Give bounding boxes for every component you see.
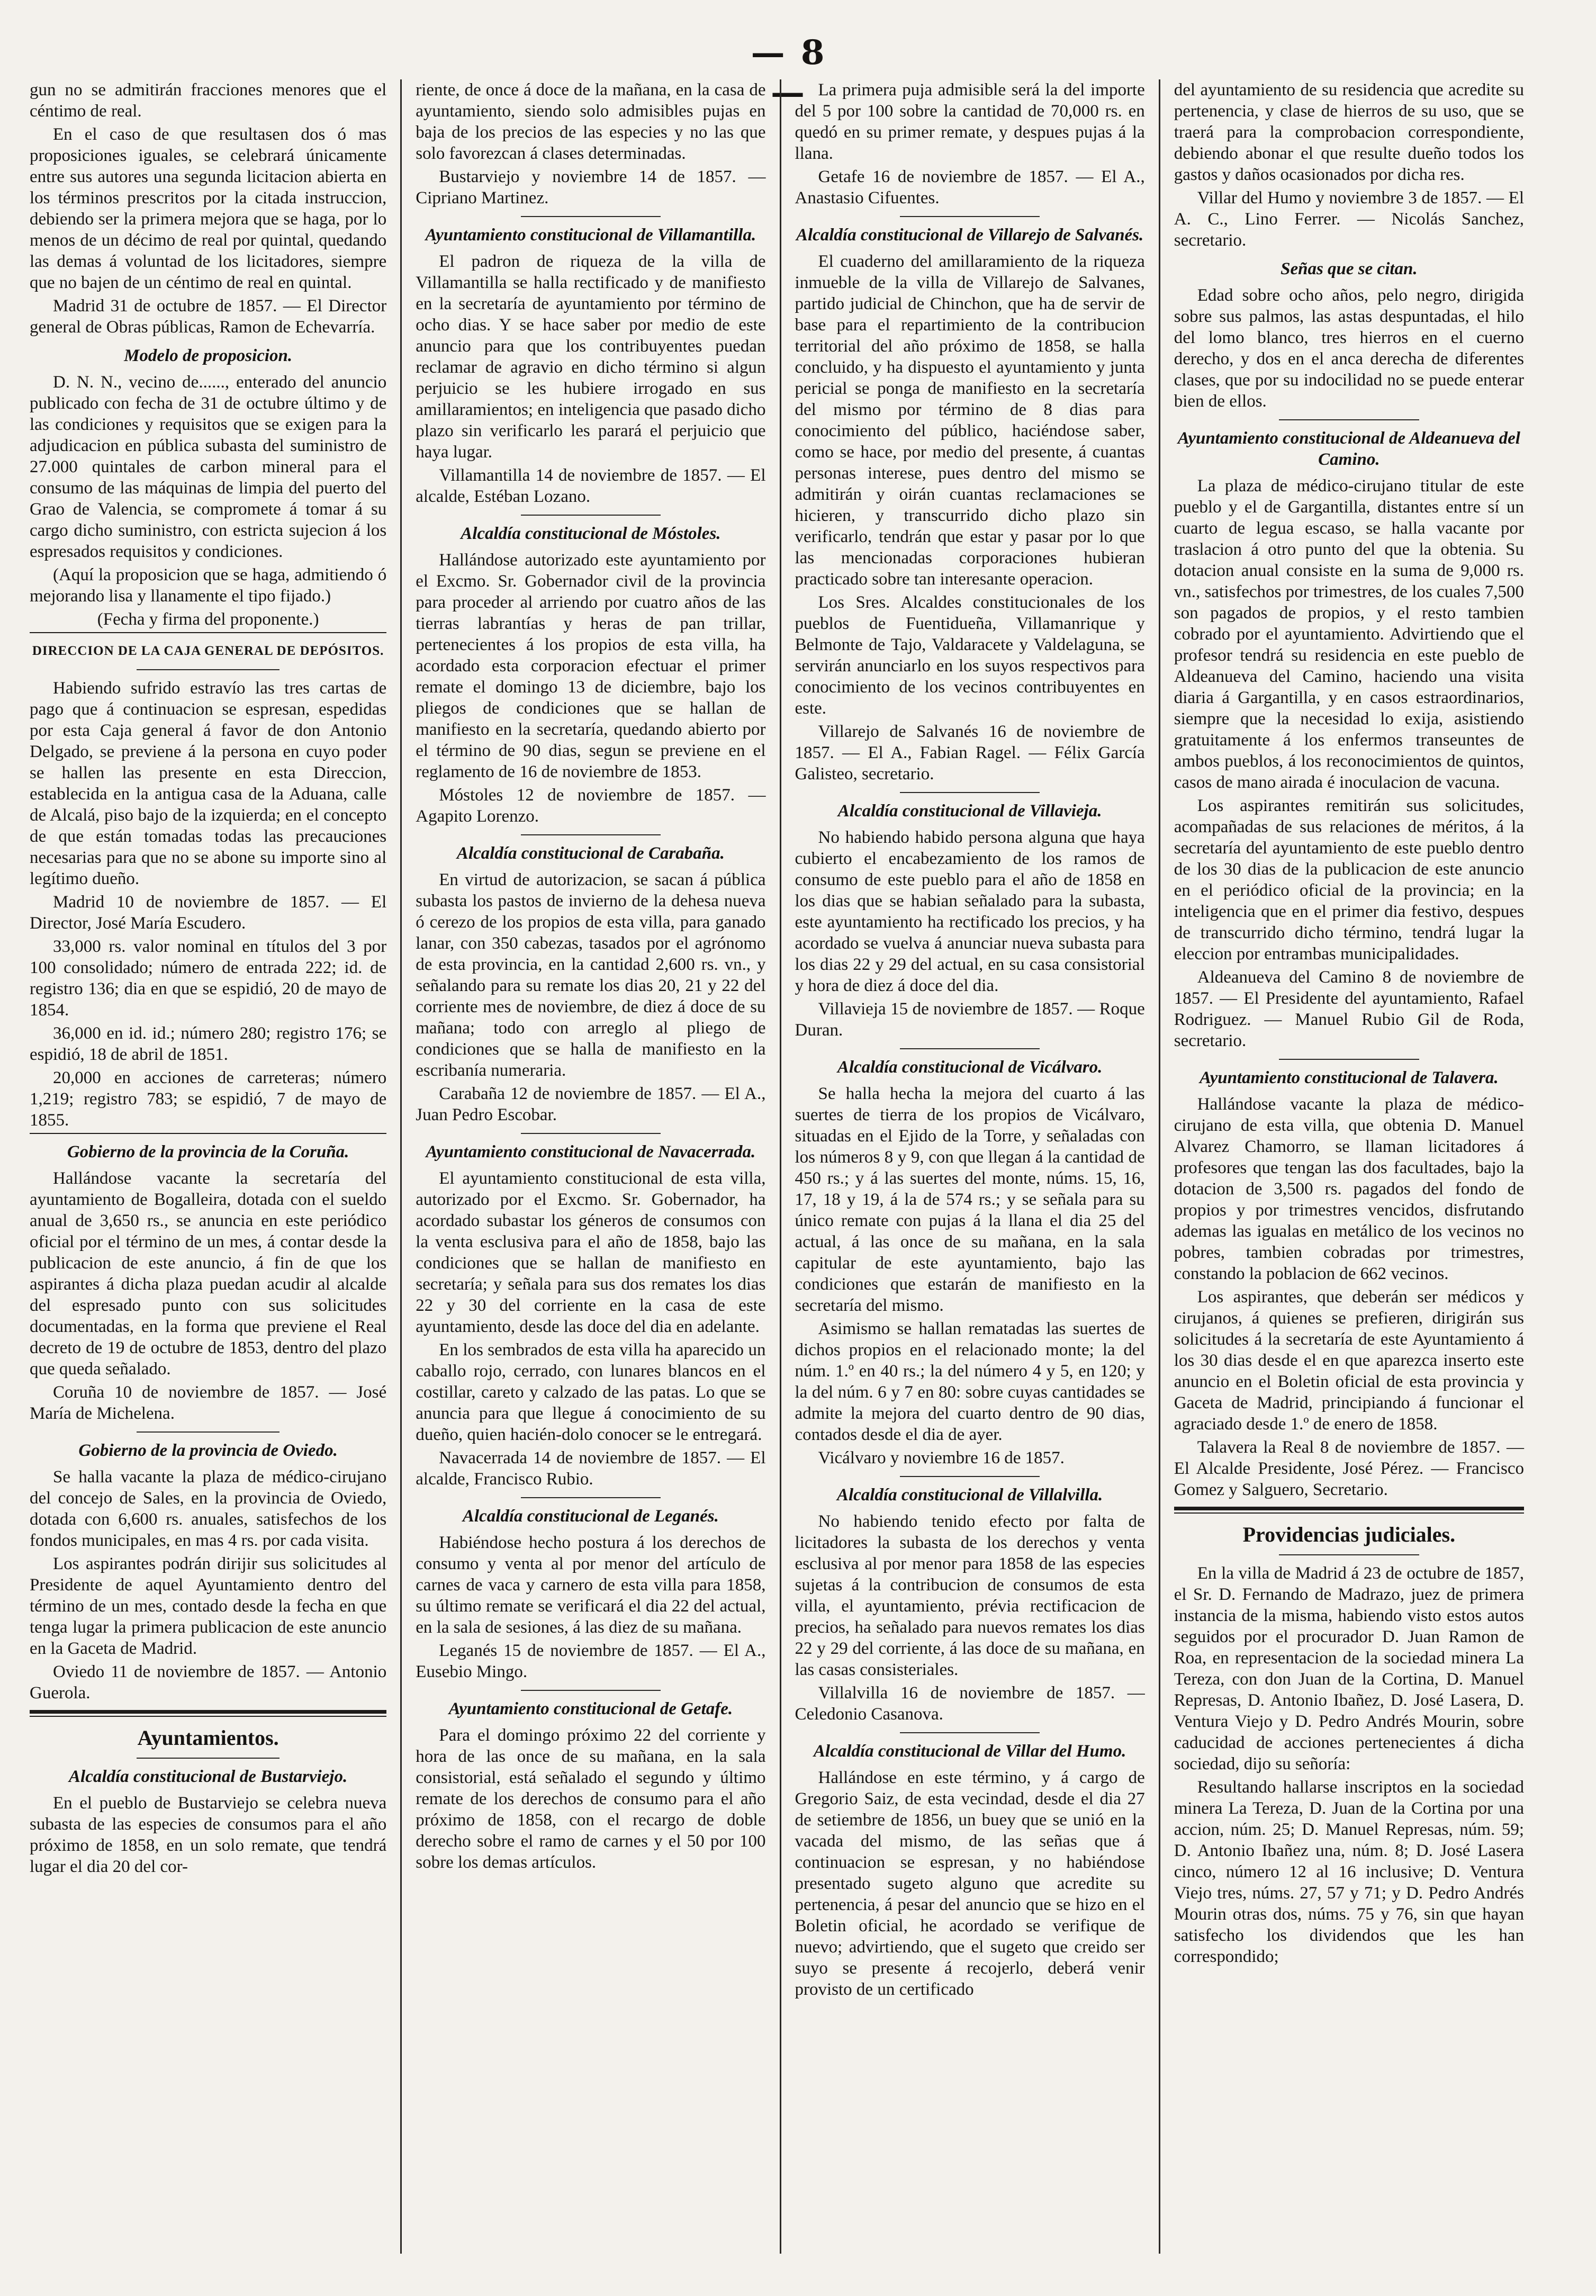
section-heading: Señas que se citan. [1281,259,1418,278]
paragraph: Se halla hecha la mejora del cuarto á las suertes de tierra de los propios de Vicálvaro, situadas en el Ejido de la Torre, y señaladas con los números 8 y 9, con que llegan á la cantidad de 450 rs.; y á las suertes del monte, núms. 15, 16, 17, 18 y 19, á la de 574 rs.; y se señala para su único remate con pujas á la llana el dia 25 del actual, á las once de su mañana, en la sala capitular de este ayuntamiento, bajo las condiciones que estarán de manifiesto en la secretaría del mismo. [795,1084,1145,1315]
section-heading: Gobierno de la provincia de Oviedo. [78,1441,338,1460]
paragraph: El padron de riqueza de la villa de Villamantilla se halla rectificado y de manifiesto en la secretaría de ayuntamiento por término de ocho dias. Y se hace saber por medio de este anuncio para que los contribuyentes puedan reclamar de agravio en dicho término si algun perjuicio se les hubiere irrogado en sus amillaramientos; en inteligencia que pasado dicho plazo sin verificarlo les parará el perjuicio que haya lugar. [416,252,766,462]
signature: Villar del Humo y noviembre 3 de 1857. — El A. C., Lino Ferrer. — Nicolás Sanchez, secretario. [1174,188,1524,250]
paragraph: Los aspirantes podrán dirijir sus solicitudes al Presidente de aquel Ayuntamiento dentro del término de un mes, contado desde la fecha en que tenga lugar la primera publicacion de este anuncio en la Gaceta de Madrid. [30,1554,387,1658]
paragraph: En virtud de autorizacion, se sacan á pública subasta los pastos de invierno de la dehesa nueva ó cerezo de los propios de esta villa, para ganado lanar, con 350 cabezas, tasados por el agrónomo de esta provincia, en la cantidad 2,600 rs. vn., y señalando para su remate los dias 20, 21 y 22 del corriente mes de noviembre, de diez á doce de su mañana; todo con arreglo al pliego de condiciones que se halla de manifiesto en la escribanía numeraria. [416,870,766,1080]
divider [1279,419,1419,420]
paragraph: En el caso de que resultasen dos ó mas proposiciones iguales, se celebrará únicamente entre sus autores una segunda licitacion abierta en los términos prescritos por la citada instruccion, debiendo ser la primera mejora que se haga, por lo menos de un décimo de real por quintal, quedando las demas á voluntad de los licitadores, siempre que no bajen de un céntimo de real en quintal. [30,125,387,292]
paragraph: En la villa de Madrid á 23 de octubre de 1857, el Sr. D. Fernando de Madrazo, juez de primera instancia de la misma, habiendo visto estos autos seguidos por el procurador D. Juan Ramon de Roa, en representacion de la sociedad minera La Tereza, con don Juan de la Cortina, D. Manuel Represas, D. Antonio Ibañez, D. José Lasera, D. Ventura Viejo y D. Pedro Andrés Mourin, sobre caducidad de acciones pertenecientes á dicha sociedad, dijo su señoría: [1174,1564,1524,1773]
divider [30,632,386,633]
section-heading: Alcaldía constitucional de Bustarviejo. [69,1767,348,1786]
paragraph: Se halla vacante la plaza de médico-cirujano del concejo de Sales, en la provincia de Oviedo, dotada con 6,600 rs. anuales, satisfechos de los fondos municipales, en mas 4 rs. por cada visita. [30,1467,387,1550]
paragraph: 36,000 en id. id.; número 280; registro 176; se espidió, 18 de abril de 1851. [30,1024,387,1064]
signature: Carabaña 12 de noviembre de 1857. — El A., Juan Pedro Escobar. [416,1084,766,1124]
divider [900,1476,1040,1477]
paragraph: Habiendo sufrido estravío las tres cartas de pago que á continuacion se espresan, espedidas por esta Caja general á favor de don Antonio Delgado, se previene á la persona en cuyo poder se hallen las presente en esta Direccion, establecida en la antigua casa de la Aduana, calle de Alcalá, piso bajo de la izquierda; en el concepto de que están tomadas todas las precauciones necesarias para que no se abone su importe sino al legítimo dueño. [30,679,387,888]
signature: Móstoles 12 de noviembre de 1857. — Agapito Lorenzo. [416,786,766,826]
paragraph: Hallándose en este término, y á cargo de Gregorio Saiz, de esta vecindad, desde el dia 27 de setiembre de 1856, un buey que se unió en la vacada del mismo, de las señas que á continuacion se espresan, y no habiéndose presentado sugeto alguno que acredite su pertenencia, á pesar del anuncio que se hizo en el Boletin oficial, he acordado se verifique de nuevo; advirtiendo, que el sugeto que creido ser suyo se presente á recojerlo, deberá venir provisto de un certificado [795,1768,1145,1999]
paragraph: Hallándose autorizado este ayuntamiento por el Excmo. Sr. Gobernador civil de la provincia para proceder al arriendo por cuatro años de las tierras labrantías y heras de pan trillar, pertenecientes á los propios de esta villa, ha acordado esta corporacion efectuar el primer remate el domingo 13 de diciembre, bajo los pliegos de condiciones que se hallan de manifiesto en la secretaría, quedando abierto por el término de 90 dias, segun se previene en el reglamento de 16 de noviembre de 1853. [416,551,766,781]
section-heading: Ayuntamiento constitucional de Villamantilla. [425,226,756,245]
paragraph: Habiéndose hecho postura á los derechos de consumo y venta al por menor del artículo de carnes de vaca y carnero de esta villa para 1858, su último remate se verificará el dia 22 del actual, en la sala de sesiones, á las diez de su mañana. [416,1533,766,1637]
paragraph: del ayuntamiento de su residencia que acredite su pertenencia, y clase de hierros de su uso, que se traerá para la comprobacion correspondiente, debiendo abonar el que resulte dueño todos los gastos y daños ocasionados por dicha res. [1174,80,1524,184]
section-heading: Modelo de proposicion. [124,346,293,365]
signature: Bustarviejo y noviembre 14 de 1857. — Cipriano Martinez. [416,167,766,208]
signature: Villarejo de Salvanés 16 de noviembre de 1857. — El A., Fabian Ragel. — Félix García Galisteo, secretario. [795,722,1145,784]
section-heading: Ayuntamiento constitucional de Talavera. [1200,1068,1499,1087]
section-heading: Ayuntamiento constitucional de Aldeanueva del Camino. [1177,429,1520,469]
signature: Leganés 15 de noviembre de 1857. — El A., Eusebio Mingo. [416,1641,766,1681]
signature: Coruña 10 de noviembre de 1857. — José María de Michelena. [30,1383,387,1423]
section-heading: Ayuntamiento constitucional de Getafe. [448,1699,733,1718]
divider [900,792,1040,793]
paragraph: En el pueblo de Bustarviejo se celebra nueva subasta de las especies de consumos para el año próximo de 1858, en un solo remate, que tendrá lugar el dia 20 del cor- [30,1794,387,1876]
paragraph: Asimismo se hallan rematadas las suertes de dichos propios en el relacionado monte; la del núm. 1.º en 40 rs.; la del número 4 y 5, en 120; y la del núm. 6 y 7 en 80: sobre cuyas cantidades se admite la mejora del cuarto dentro de 90 dias, contados desde el dia de ayer. [795,1319,1145,1444]
divider [521,1690,661,1691]
signature: Oviedo 11 de noviembre de 1857. — Antonio Guerola. [30,1662,387,1703]
paragraph: Para el domingo próximo 22 del corriente y hora de las once de su mañana, en la sala consistorial, está señalado el segundo y último remate de los derechos de consumo para el año próximo de 1858, con el recargo de doble derecho sobre el ramo de carnes y el 50 por 100 sobre los demas artículos. [416,1726,766,1872]
section-heading: Gobierno de la provincia de la Coruña. [67,1142,349,1161]
divider [30,1716,386,1717]
section-heading: DIRECCION DE LA CAJA GENERAL DE DEPÓSITOS. [32,644,384,658]
signature: Aldeanueva del Camino 8 de noviembre de 1857. — El Presidente del ayuntamiento, Rafael Rodriguez. — Manuel Rubio Gil de Roda, secretario. [1174,968,1524,1050]
paragraph: Resultando hallarse inscriptos en la sociedad minera La Tereza, D. Juan de la Cortina por una accion, núm. 25; D. Manuel Represas, núm. 59; D. Antonio Ibañez una, núm. 8; D. José Lasera cinco, número 12 al 16 inclusive; D. Ventura Viejo tres, núms. 27, 57 y 71; y D. Pedro Andrés Mourin otras dos, núms. 75 y 76, sin que hayan satisfecho los dividendos que les han correspondido; [1174,1778,1524,1966]
paragraph: La primera puja admisible será la del importe del 5 por 100 sobre la cantidad de 70,000 rs. en quedó en su primer remate, y despues pujas á la llana. [795,80,1145,163]
paragraph: (Fecha y firma del proponente.) [97,610,319,629]
paragraph: En los sembrados de esta villa ha aparecido un caballo rojo, cerrado, con lunares blancos en el costillar, careto y calzado de las patas. Lo que se anuncia para que llegue á conocimiento de su dueño, quien hacién-dolo conocer se le entregará. [416,1340,766,1444]
paragraph: 20,000 en acciones de carreteras; número 1,219; registro 783; se espidió, 7 de mayo de 1855. [30,1068,387,1130]
divider [30,1133,386,1134]
divider [137,1431,279,1433]
section-heading: Alcaldía constitucional de Villalvilla. [836,1485,1103,1505]
column-3 [780,79,1159,2254]
paragraph: Los aspirantes remitirán sus solicitudes, acompañadas de sus relaciones de méritos, á la secretaría del ayuntamiento de este pueblo dentro de los 30 dias de la publicacion de este anuncio en el periódico oficial de la provincia; en la inteligencia que en el primer dia festivo, despues de transcurrido dicho término, tendrá lugar la eleccion por entrambas municipalidades. [1174,796,1524,964]
divider [900,216,1040,217]
paragraph: (Aquí la proposicion que se haga, admitiendo ó mejorando lisa y llanamente el tipo fijado.) [30,565,387,606]
signature: Talavera la Real 8 de noviembre de 1857. — El Alcalde Presidente, José Pérez. — Francisco Gomez y Salguero, Secretario. [1174,1438,1524,1499]
paragraph: Los aspirantes, que deberán ser médicos y cirujanos, á quienes se prefieren, dirigirán sus solicitudes á la secretaría de este Ayuntamiento á los 30 dias desde el en que aparezca inserto este anuncio en el Boletin oficial de esta provincia y Gaceta de Madrid, principiando á funcionar el agraciado desde 1.º de enero de 1858. [1174,1287,1524,1434]
divider [521,216,661,217]
signature: Villalvilla 16 de noviembre de 1857. — Celedonio Casanova. [795,1683,1145,1724]
section-heading: Ayuntamiento constitucional de Navacerrada. [426,1142,756,1161]
section-heading: Alcaldía constitucional de Vicálvaro. [837,1058,1103,1077]
divider [900,1048,1040,1049]
divider [521,1133,661,1134]
signature: Getafe 16 de noviembre de 1857. — El A., Anastasio Cifuentes. [795,167,1145,208]
paragraph: La plaza de médico-cirujano titular de este pueblo y el de Gargantilla, distantes entre sí un cuarto de legua escaso, se halla vacante por traslacion á otro punto del que la obtenia. Su dotacion anual consiste en la suma de 9,000 rs. vn., satisfechos por trimestres, de los cuales 7,500 son pagados de propios, y el resto tambien cobrado por el ayuntamiento. Advirtiendo que el profesor tendrá su residencia en este pueblo de Aldeanueva del Camino, haciendo una visita diaria á Gargantilla, y en casos estraordinarios, siempre que la necesidad lo exija, asistiendo gratuitamente á los enfermos transeuntes de ambos pueblos, á los reconocimientos de quintos, casos de mano airada é inoculacion de vacuna. [1174,476,1524,792]
divider [137,1758,279,1759]
section-title: Ayuntamientos. [137,1726,279,1750]
divider [900,1732,1040,1733]
divider [521,1497,661,1498]
paragraph: riente, de once á doce de la mañana, en la casa de ayuntamiento, siendo solo admisibles pujas en baja de los precios de las especies y no las que solo favorezcan á clases determinadas. [416,80,766,163]
paragraph: Hallándose vacante la secretaría del ayuntamiento de Bogalleira, dotada con el sueldo anual de 3,650 rs., se anuncia en este periódico oficial por el término de un mes, á contar desde la publicacion de este anuncio, á fin de que los aspirantes á dicha plaza puedan acudir al alcalde del espresado punto con sus solicitudes documentadas, en la forma que previene el Real decreto de 19 de octubre de 1853, dentro del plazo que queda señalado. [30,1169,387,1379]
signature: Vicálvaro y noviembre 16 de 1857. [818,1448,1065,1467]
signature: Villamantilla 14 de noviembre de 1857. — El alcalde, Estéban Lozano. [416,466,766,506]
section-heading: Alcaldía constitucional de Móstoles. [461,524,721,543]
divider [1279,1554,1419,1555]
paragraph: gun no se admitirán fracciones menores que el céntimo de real. [30,80,387,121]
signature: Navacerrada 14 de noviembre de 1857. — El alcalde, Francisco Rubio. [416,1448,766,1489]
section-title: Providencias judiciales. [1242,1523,1456,1546]
paragraph: No habiendo tenido efecto por falta de licitadores la subasta de los derechos y venta esclusiva al por menor para 1858 de las especies sujetas á la contribucion de consumos de esta villa, el ayuntamiento, prévia rectificacion de precios, ha señalado para nuevos remates los dias 22 y 29 del corriente, á las doce de su mañana, en las casas consisteriales. [795,1512,1145,1679]
paragraph: El cuaderno del amillaramiento de la riqueza inmueble de la villa de Villarejo de Salvanes, partido judicial de Chinchon, que ha de servir de base para el repartimiento de la contribucion territorial del año próximo de 1858, se halla concluido, y ha dispuesto el ayuntamiento y junta pericial se ponga de manifiesto en la secretaría del mismo por término de 8 dias para conocimiento del público, haciéndose saber, como se hace, por medio del presente, á cuantas personas interese, pues dentro del mismo se admitirán y oirán cuantas reclamaciones se hicieren, y transcurrido dicho plazo sin verificarlo, tendrán que estar y pasar por lo que las mencionadas corporaciones hubieran practicado sobre tan interesante operacion. [795,252,1145,589]
divider [1279,1059,1419,1060]
signature: Madrid 10 de noviembre de 1857. — El Director, José María Escudero. [30,893,387,933]
divider [521,834,661,835]
section-heading: Alcaldía constitucional de Carabaña. [456,844,725,863]
paragraph: Edad sobre ocho años, pelo negro, dirigida sobre sus palmos, las astas despuntadas, el hilo del lomo blanco, tres hierros en el cuerno derecho, y dos en el anca derecha de diferentes clases, que por su indocilidad no se puede enterar bien de ellos. [1174,286,1524,411]
paragraph: D. N. N., vecino de......, enterado del anuncio publicado con fecha de 31 de octubre último y de las condiciones y requisitos que se exigen para la adjudicacion en pública subasta del suministro de 27.000 quintales de carbon mineral para el consumo de las máquinas de limpia del puerto del Grao de Valencia, se compromete á tomar á su cargo dicho suministro, con estricta sujecion á los espresados requisitos y condiciones. [30,373,387,561]
paragraph: Hallándose vacante la plaza de médico-cirujano de esta villa, que obtenia D. Manuel Alvarez Chamorro, se llaman licitadores á profesores que tengan las dos facultades, bajo la dotacion de 3,500 rs. pagados del fondo de propios y por trimestres vencidos, disfrutando ademas las igualas en metálico de los vecinos no pobres, tambien cobradas por trimestres, constando la poblacion de 662 vecinos. [1174,1095,1524,1283]
section-heading: Alcaldía constitucional de Leganés. [462,1507,719,1526]
section-heading: Alcaldía constitucional de Villavieja. [837,802,1102,821]
column-1 [21,79,400,2254]
columns [21,79,1538,2254]
divider [137,669,279,670]
paragraph: 33,000 rs. valor nominal en títulos del 3 por 100 consolidado; número de entrada 222; id. de registro 136; dia en que se espidió, 20 de mayo de 1854. [30,937,387,1020]
paragraph: No habiendo habido persona alguna que haya cubierto el encabezamiento de los ramos de consumo de este pueblo para el año de 1858 en los dias que se habian señalado para la subasta, este ayuntamiento ha rectificado los precios, y ha acordado se vuelva á anunciar nueva subasta para los dias 22 y 29 del actual, en su casa consistorial y hora de diez á doce del dia. [795,828,1145,995]
divider [1174,1507,1524,1510]
paragraph: Los Sres. Alcaldes constitucionales de los pueblos de Fuentidueña, Villamanrique y Belmonte de Tajo, Valdaracete y Valdelaguna, se servirán anunciarlo en los suyos respectivos para conocimiento de los vecinos contribuyentes en este. [795,593,1145,718]
signature: Madrid 31 de octubre de 1857. — El Director general de Obras públicas, Ramon de Echevarría. [30,296,387,337]
signature: Villavieja 15 de noviembre de 1857. — Roque Duran. [795,1000,1145,1040]
section-heading: Alcaldía constitucional de Villar del Humo. [813,1742,1126,1761]
page-number: — 8 — [751,33,827,112]
divider [30,1710,386,1714]
column-4 [1159,79,1538,2254]
column-2 [400,79,779,2254]
section-heading: Alcaldía constitucional de Villarejo de Salvanés. [796,226,1144,245]
divider [1174,1512,1524,1514]
paragraph: El ayuntamiento constitucional de esta villa, autorizado por el Excmo. Sr. Gobernador, ha acordado subastar los géneros de consumos con la venta esclusiva para el año de 1858, bajo las condiciones que se hallan de manifiesto en secretaría; y señala para sus dos remates los dias 22 y 30 del corriente en la casa de este ayuntamiento, desde las doce del dia en adelante. [416,1169,766,1336]
divider [521,515,661,516]
